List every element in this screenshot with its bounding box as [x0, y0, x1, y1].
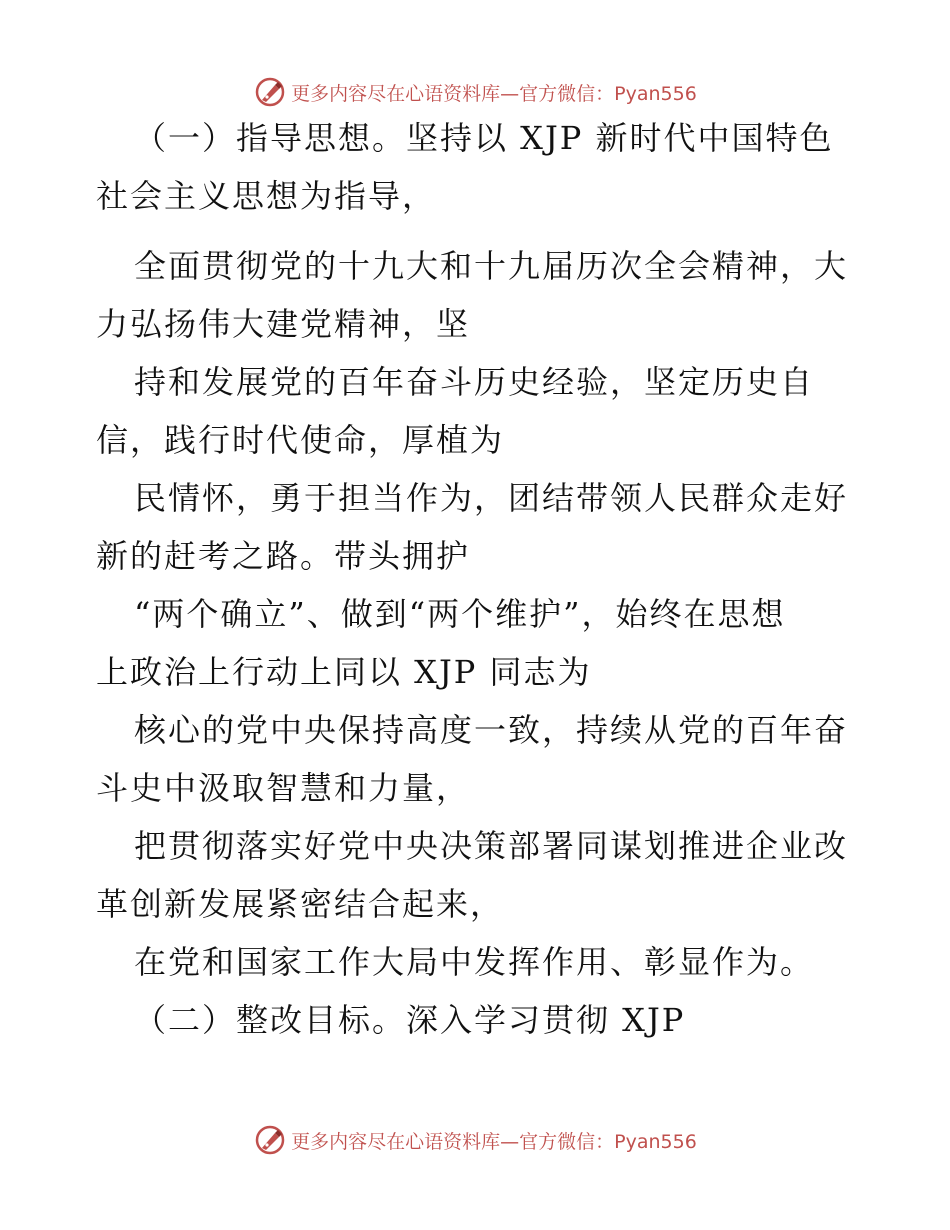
text-line: 持和发展党的百年奋斗历史经验，坚定历史自 — [134, 363, 815, 401]
watermark-text: 更多内容尽在心语资料库—官方微信：Pyan556 — [291, 82, 697, 105]
text-line: “两个确立”、做到“两个维护”，始终在思想 — [134, 595, 786, 633]
text-line: 把贯彻落实好党中央决策部署同谋划推进企业改 — [134, 827, 849, 865]
text-line: 全面贯彻党的十九大和十九届历次全会精神，大 — [134, 247, 849, 285]
pen-nib-logo-icon — [253, 75, 287, 109]
text-line: 力弘扬伟大建党精神，坚 — [96, 305, 471, 343]
text-line: （二）整改目标。深入学习贯彻 XJP — [134, 1001, 686, 1039]
text-line: 新的赶考之路。带头拥护 — [96, 537, 471, 575]
footer-watermark — [0, 1120, 950, 1160]
text-line: 斗史中汲取智慧和力量， — [96, 769, 471, 807]
watermark-text: 更多内容尽在心语资料库—官方微信：Pyan556 — [291, 1130, 697, 1153]
text-line: 民情怀，勇于担当作为，团结带领人民群众走好 — [134, 479, 849, 517]
text-line: 在党和国家工作大局中发挥作用、彰显作为。 — [134, 943, 815, 981]
text-line: （一）指导思想。坚持以 XJP 新时代中国特色 — [134, 119, 834, 157]
header-watermark — [0, 72, 950, 112]
text-line: 核心的党中央保持高度一致，持续从党的百年奋 — [134, 711, 849, 749]
text-line: 社会主义思想为指导， — [96, 177, 437, 215]
pen-nib-logo-icon — [253, 1123, 287, 1157]
text-line: 上政治上行动上同以 XJP 同志为 — [96, 653, 592, 691]
text-line: 革创新发展紧密结合起来， — [96, 885, 505, 923]
text-line: 信，践行时代使命，厚植为 — [96, 421, 505, 459]
